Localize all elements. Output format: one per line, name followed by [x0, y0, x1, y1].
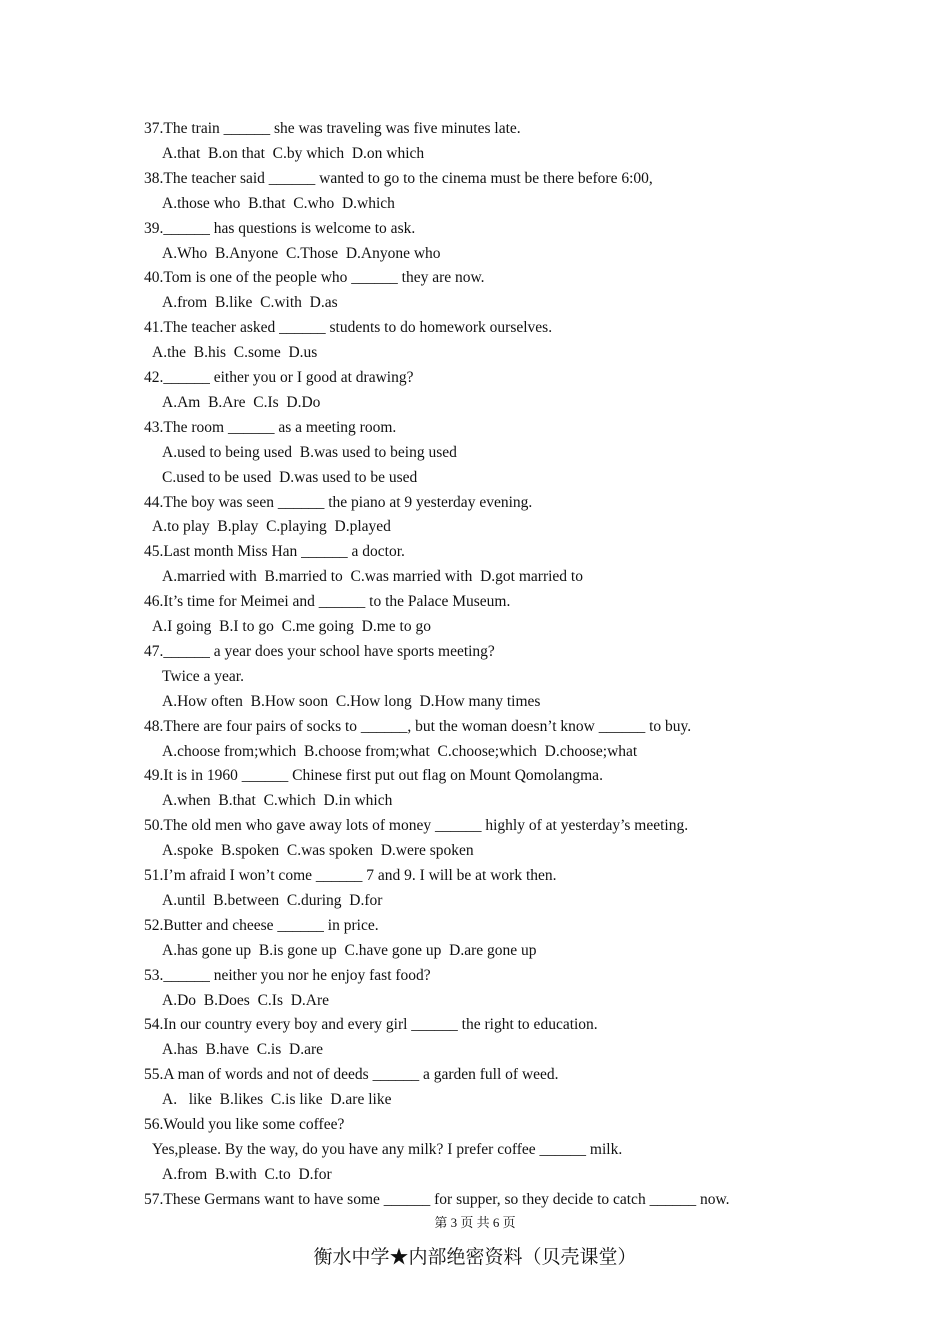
answer-options: A.from B.with C.to D.for — [162, 1165, 332, 1183]
question-stem: 43.The room ______ as a meeting room. — [144, 418, 397, 436]
answer-options: A.has B.have C.is D.are — [162, 1041, 323, 1059]
question-stem: 44.The boy was seen ______ the piano at 9 yesterday evening. — [144, 493, 533, 511]
answer-options: A.Who B.Anyone C.Those D.Anyone who — [162, 244, 441, 262]
answer-options: A.from B.like C.with D.as — [162, 294, 338, 312]
question-stem: 39.______ has questions is welcome to ask. — [144, 219, 416, 237]
answer-options: A.How often B.How soon C.How long D.How many times — [162, 692, 541, 710]
answer-options: A.married with B.married to C.was married with D.got married to — [162, 568, 583, 586]
answer-options: A.the B.his C.some D.us — [152, 344, 318, 362]
question-stem: 49.It is in 1960 ______ Chinese first put out flag on Mount Qomolangma. — [144, 767, 603, 785]
answer-options: A.I going B.I to go C.me going D.me to go — [152, 618, 431, 635]
answer-options: Yes,please. By the way, do you have any milk? I prefer coffee ______ milk. — [152, 1140, 623, 1158]
question-stem: 55.A man of words and not of deeds ______ a garden full of weed. — [144, 1066, 559, 1084]
answer-options: A. like B.likes C.is like D.are like — [162, 1091, 392, 1109]
answer-options: A.used to being used B.was used to being used — [162, 443, 457, 461]
question-stem: 42.______ either you or I good at drawing? — [144, 369, 414, 386]
answer-options: A.Do B.Does C.Is D.Are — [162, 991, 330, 1009]
question-stem: 52.Butter and cheese ______ in price. — [144, 916, 379, 934]
answer-options: A.until B.between C.during D.for — [162, 891, 383, 909]
source-watermark: 衡水中学★内部绝密资料（贝壳课堂） — [313, 1246, 637, 1268]
answer-options: C.used to be used D.was used to be used — [162, 468, 418, 486]
question-stem: 40.Tom is one of the people who ______ they are now. — [144, 269, 485, 287]
question-stem: 37.The train ______ she was traveling was five minutes late. — [144, 120, 521, 137]
answer-options: Twice a year. — [162, 667, 244, 685]
answer-options: A.spoke B.spoken C.was spoken D.were spoken — [162, 842, 474, 860]
answer-options: A.that B.on that C.by which D.on which — [162, 144, 425, 162]
question-stem: 45.Last month Miss Han ______ a doctor. — [144, 543, 405, 561]
question-stem: 56.Would you like some coffee? — [144, 1116, 345, 1133]
answer-options: A.when B.that C.which D.in which — [162, 792, 393, 810]
question-stem: 46.It’s time for Meimei and ______ to the Palace Museum. — [144, 593, 511, 611]
question-stem: 54.In our country every boy and every girl ______ the right to education. — [144, 1016, 598, 1034]
question-stem: 41.The teacher asked ______ students to do homework ourselves. — [144, 319, 553, 337]
question-stem: 51.I’m afraid I won’t come ______ 7 and 9. I will be at work then. — [144, 867, 557, 884]
question-stem: 50.The old men who gave away lots of money ______ highly of at yesterday’s meeting. — [144, 817, 689, 835]
question-stem: 57.These Germans want to have some ______ for supper, so they decide to catch ______ now. — [144, 1190, 730, 1208]
answer-options: A.those who B.that C.who D.which — [162, 194, 395, 212]
answer-options: A.has gone up B.is gone up C.have gone up D.are gone up — [162, 941, 537, 959]
question-stem: 38.The teacher said ______ wanted to go to the cinema must be there before 6:00, — [144, 169, 653, 187]
answer-options: A.to play B.play C.playing D.played — [152, 518, 391, 536]
answer-options: A.choose from;which B.choose from;what C.choose;which D.choose;what — [162, 742, 638, 760]
question-stem: 48.There are four pairs of socks to ______, but the woman doesn’t know ______ to buy. — [144, 717, 692, 735]
question-stem: 47.______ a year does your school have sports meeting? — [144, 642, 495, 660]
answer-options: A.Am B.Are C.Is D.Do — [162, 393, 321, 411]
page-indicator: 第 3 页 共 6 页 — [434, 1215, 516, 1230]
question-stem: 53.______ neither you nor he enjoy fast food? — [144, 966, 431, 984]
